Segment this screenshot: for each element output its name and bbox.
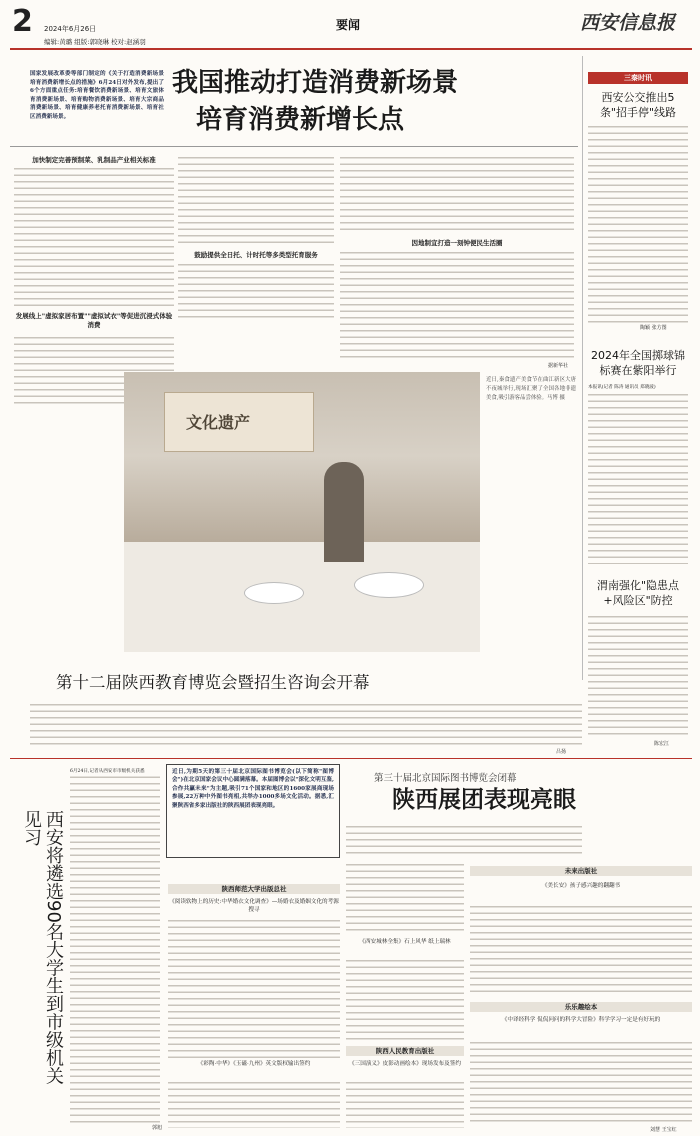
pub1-book2: 《彩陶·中华》《玉磁·九州》英文版权输出签约 <box>197 1061 311 1067</box>
lead-title-line1: 我国推动打造消费新场景 <box>172 68 459 98</box>
pub3-text <box>470 904 692 994</box>
lead-text-col2 <box>178 155 334 245</box>
sidebar-story2-byline: 本报讯(记者 陈涛 通讯员 郑晓波) <box>588 385 656 390</box>
lead-photo <box>124 372 480 652</box>
pub2-book1: 《三国演义》皮影动画绘本》现场发布及签约 <box>349 1061 461 1067</box>
lead-divider <box>10 146 578 147</box>
page-number: 2 <box>12 4 33 39</box>
photo-person <box>324 462 364 562</box>
bookfair-col2-text <box>346 862 464 932</box>
pub2-label: 陕西人民教育出版社 <box>346 1046 464 1056</box>
photo-dish <box>244 582 304 604</box>
bookfair-kicker: 第三十届北京国际图书博览会闭幕 <box>374 773 517 784</box>
sidebar-story3-title: 渭南强化"隐患点+风险区"防控 <box>596 579 680 607</box>
lead-subhead-2: 发展线上"虚拟家居布置""虚拟试衣"等促进沉浸式体验消费 <box>15 312 173 329</box>
section-divider <box>10 758 692 759</box>
lead-text-col3 <box>340 155 574 231</box>
sidebar-story2-text <box>588 392 688 564</box>
pub2-text-a <box>346 958 464 1042</box>
lead-summary: 国家发展改革委等部门制定的《关于打造消费新场景培育消费新增长点的措施》6月24日对外发布,提出了6个方面重点任务:培育餐饮消费新场景、培育文旅体育消费新场景、培育购物消费新场景、培育大宗商品消费新场景、培育健康养老托育消费新场景、培育社区消费新场景。 <box>30 71 164 120</box>
bookfair-intro <box>346 824 582 858</box>
pub4-text <box>470 1040 692 1124</box>
sidebar-story1-title: 西安公交推出5条"招手停"线路 <box>599 91 677 119</box>
lead-title-line2: 培育消费新增长点 <box>196 105 405 135</box>
pub1-label: 陕西师范大学出版总社 <box>168 884 340 894</box>
photo-dish <box>354 572 424 598</box>
pub2-text-b <box>346 1080 464 1128</box>
sidebar-label-text: 三秦时讯 <box>624 74 652 82</box>
grads-byline: 郭旭 <box>152 1125 163 1131</box>
pub4-book1: 《中译经科学 侃侃问问的科学大冒险》科学学习一定是有好玩的 <box>501 1017 661 1023</box>
edu-title: 第十二届陕西教育博览会暨招生咨询会开幕 <box>56 673 370 692</box>
editors-line: 编辑:黄璐 组版:郭晓琳 校对:赵涵羽 <box>44 38 146 46</box>
sidebar-story2-title: 2024年全国掷球锦标赛在紫阳举行 <box>591 349 685 377</box>
lead-source: 据新华社 <box>548 363 569 369</box>
pub3-book1: 《美长安》孩子感兴趣的翻翻书 <box>541 883 621 889</box>
pub4-label: 乐乐趣绘本 <box>470 1002 692 1012</box>
photo-sign: 文化遗产 <box>186 413 251 432</box>
pub2-book2: 《西安城林全集》石上风华 纸上瑞林 <box>359 939 451 945</box>
sidebar-story3-text <box>588 614 688 738</box>
paper-name: 西安信息报 <box>580 12 676 34</box>
pub1-text <box>168 918 340 1058</box>
bookfair-summary: 近日,为期5天的第三十届北京国际图书博览会(以下简称"图博会")在北京国家会议中心圆满落幕。本届图博会以"深化文明互鉴,合作共赢未来"为主题,吸引71个国家和地区的1600家展商现场参展,22万种中外图书亮相,共举办1000多场文化活动。据悉,汇聚陕西省多家出版社的陕西展团表现亮眼。 <box>172 769 334 809</box>
pub1-book1: 《阅读软物上的历史:中华婚衣文化调查》—场婚衣及婚姻文化的考源搜寻 <box>169 899 339 913</box>
sidebar-story1-text <box>588 124 688 324</box>
photo-table <box>124 542 480 652</box>
bookfair-byline: 刘慧 王宝红 <box>650 1127 677 1133</box>
lead-text-col2b <box>178 262 334 322</box>
bookfair-title: 陕西展团表现亮眼 <box>392 787 576 813</box>
grads-date-line: 6月24日,记者从西安市市级机关获悉 <box>70 768 160 774</box>
lead-subhead-4: 因地制宜打造一刻钟便民生活圈 <box>411 239 503 247</box>
edu-byline: 吕扬 <box>556 749 567 755</box>
lead-text-col3b <box>340 250 574 360</box>
grads-text <box>70 768 160 1124</box>
pub1-text2 <box>168 1080 340 1128</box>
edu-text <box>30 702 582 748</box>
issue-date: 2024年6月26日 <box>44 25 97 33</box>
masthead-rule <box>10 48 692 50</box>
masthead <box>10 4 692 44</box>
lead-subhead-3: 鼓励提供全日托、计时托等多类型托育服务 <box>194 251 318 259</box>
sidebar-story1-byline: 陶颖 张方图 <box>640 325 667 331</box>
photo-caption: 近日,秦食遗产美食节在曲江新区大唐不夜城举行,现场汇聚了全国各地非遗美食,吸引游客品尝体验。马博 摄 <box>486 377 576 401</box>
sidebar-story3-byline: 陈宏江 <box>654 741 670 747</box>
section-name: 要闻 <box>336 18 361 32</box>
lead-text-col1 <box>14 166 174 306</box>
lead-subhead-1: 加快制定完善预制菜、乳制品产业相关标准 <box>32 156 156 164</box>
pub3-label: 未来出版社 <box>470 866 692 876</box>
grads-title: 西安将遴选90名大学生到市级机关见习 <box>21 810 64 1085</box>
